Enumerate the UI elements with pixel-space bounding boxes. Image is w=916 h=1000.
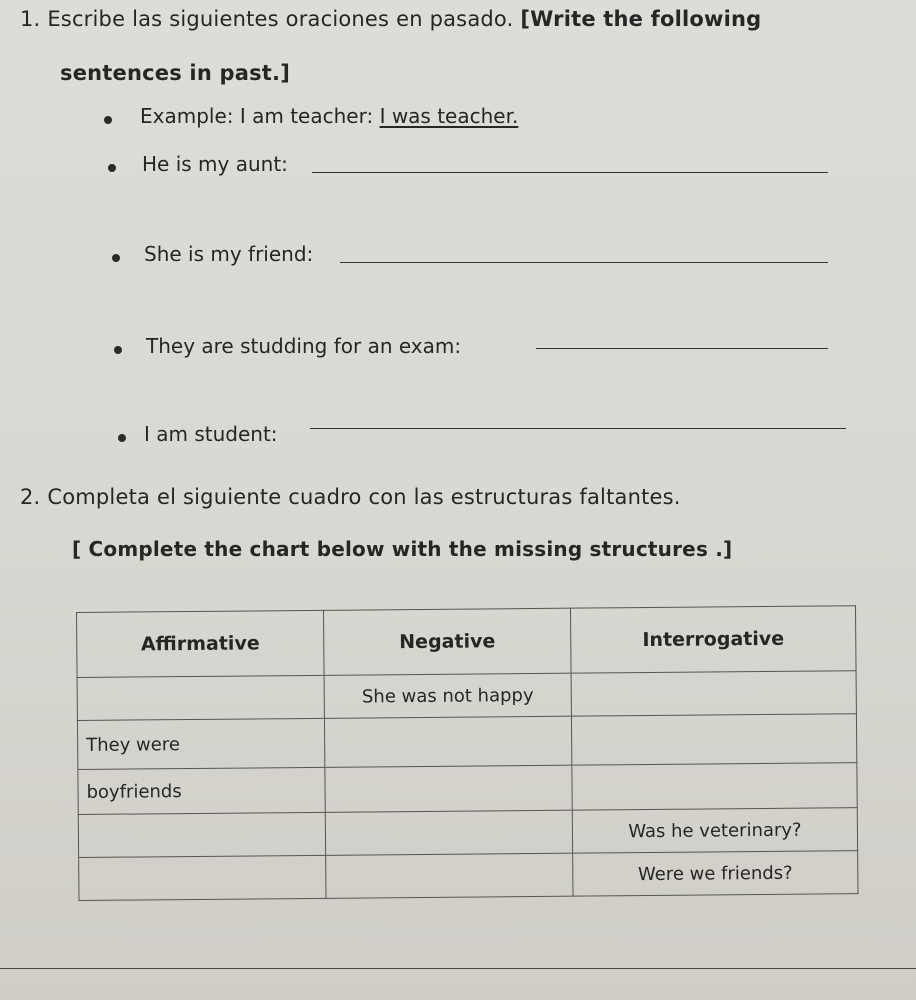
question-2-title (20, 482, 681, 512)
example-prefix: Example: I am teacher: (140, 104, 374, 128)
question-2-english: [ Complete the chart below with the missing structures .] (72, 537, 733, 561)
question-1-english-a: [Write the following (520, 7, 762, 31)
item-4-answer-line[interactable] (310, 428, 846, 429)
table-row (77, 714, 856, 770)
cell-negative: She was not happy (324, 673, 571, 718)
item-2-answer-line[interactable] (340, 262, 828, 263)
bullet-example (104, 116, 112, 124)
table-row (77, 671, 856, 721)
cell-negative[interactable] (324, 716, 571, 767)
cell-negative[interactable] (326, 853, 573, 898)
cell-affirmative[interactable] (79, 855, 326, 900)
item-4-prompt: I am student: (144, 422, 278, 446)
cell-interrogative[interactable] (571, 714, 856, 765)
cell-affirmative[interactable] (78, 812, 325, 857)
cell-affirmative[interactable] (77, 675, 324, 720)
cell-negative[interactable] (325, 765, 572, 812)
bullet-item-1 (108, 164, 116, 172)
item-3-answer-line[interactable] (536, 348, 828, 349)
item-1-answer-line[interactable] (312, 172, 828, 173)
table-row (78, 763, 857, 815)
example-answer: I was teacher. (379, 104, 519, 128)
item-3-prompt: They are studding for an exam: (146, 334, 462, 358)
cell-interrogative: Was he veterinary? (572, 808, 857, 853)
question-2-spanish: Completa el siguiente cuadro con las estructuras faltantes. (47, 485, 681, 509)
question-2-number: 2. (20, 485, 41, 509)
structures-chart (76, 605, 858, 901)
bullet-item-3 (114, 346, 122, 354)
question-1-number: 1. (20, 7, 41, 31)
question-1-spanish: Escribe las siguientes oraciones en pasado. (47, 7, 514, 31)
bullet-item-2 (112, 254, 120, 262)
cell-affirmative: boyfriends (78, 767, 325, 814)
item-2-prompt: She is my friend: (144, 242, 314, 266)
cell-interrogative[interactable] (572, 763, 857, 810)
table-row (79, 851, 858, 901)
cell-interrogative[interactable] (571, 671, 856, 716)
question-1-title (20, 4, 761, 34)
table-row (78, 808, 857, 858)
question-1-english-b: sentences in past.] (60, 61, 291, 85)
item-1-prompt: He is my aunt: (142, 152, 288, 176)
cell-affirmative: They were (77, 718, 324, 769)
chart-header-row (77, 606, 857, 678)
footer-rule (0, 968, 916, 969)
cell-interrogative: Were we friends? (573, 851, 858, 896)
header-affirmative: Affirmative (77, 610, 325, 677)
bullet-item-4 (118, 434, 126, 442)
cell-negative[interactable] (325, 810, 572, 855)
example-line (140, 102, 518, 130)
header-interrogative: Interrogative (570, 606, 856, 673)
header-negative: Negative (323, 608, 571, 675)
